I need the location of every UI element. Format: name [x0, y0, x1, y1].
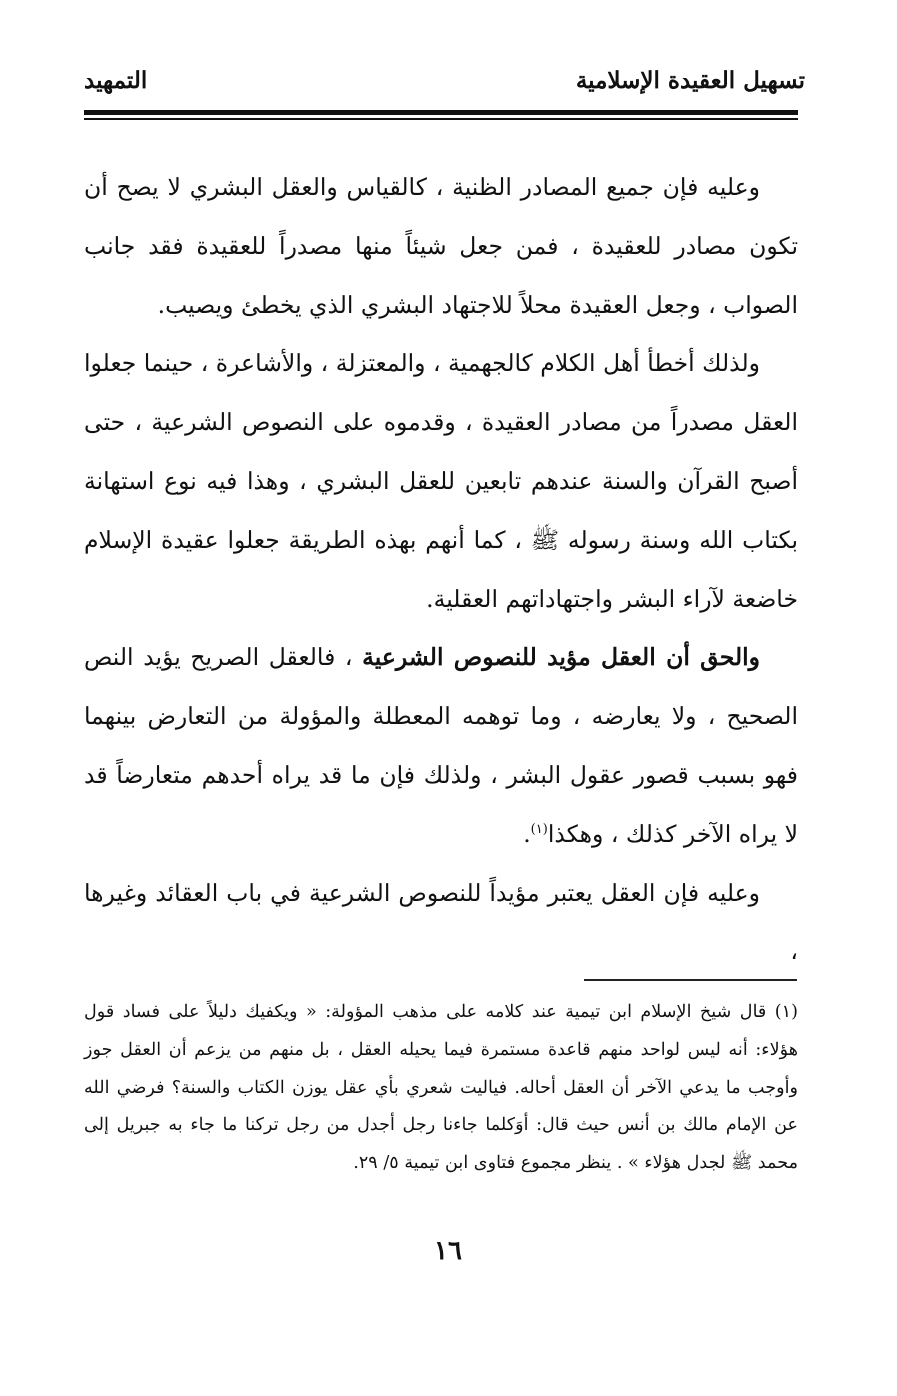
paragraph-3 [84, 628, 798, 863]
header-rule-thin [84, 118, 798, 120]
main-text [84, 158, 798, 981]
running-header-section: التمهيد [84, 67, 148, 94]
footnote [84, 994, 798, 1183]
footnote-text: (١) قال شيخ الإسلام ابن تيمية عند كلامه على مذهب المؤولة: « ويكفيك دليلاً على فساد قول هؤلاء: أنه ليس لواحد منهم قاعدة مستمرة فيما يحيله العقل ، بل منهم من يزعم أن العقل جوز وأوجب ما يدعي الآخر أن العقل أحاله. فياليت شعري بأي عقل يوزن الكتاب والسنة؟ فرضي الله عن الإمام مالك بن أنس حيث قال: أوَكلما جاءنا رجل أجدل من رجل تركنا ما جاء به جبريل إلى محمد ﷺ لجدل هؤلاء » . ينظر مجموع فتاوى ابن تيمية ٥/ ٢٩. [84, 1002, 798, 1174]
paragraph-3-end: . [523, 819, 531, 848]
footnote-separator [584, 979, 797, 981]
page-number: ١٦ [434, 1236, 462, 1266]
footnote-reference[interactable]: (١) [530, 821, 548, 837]
paragraph-3-bold-lead: والحق أن العقل مؤيد للنصوص الشرعية [362, 643, 760, 672]
running-header-title: تسهيل العقيدة الإسلامية [575, 67, 805, 94]
header-rule-thick [84, 110, 798, 115]
paragraph-4: وعليه فإن العقل يعتبر مؤيداً للنصوص الشرعية في باب العقائد وغيرها ، [84, 878, 798, 966]
paragraph-2: ولذلك أخطأ أهل الكلام كالجهمية ، والمعتزلة ، والأشاعرة ، حينما جعلوا العقل مصدراً من مصادر العقيدة ، وقدموه على النصوص الشرعية ، حتى أصبح القرآن والسنة عندهم تابعين للعقل البشري ، وهذا فيه نوع استهانة بكتاب الله وسنة رسوله ﷺ ، كما أنهم بهذه الطريقة جعلوا عقيدة الإسلام خاضعة لآراء البشر واجتهاداتهم العقلية. [84, 349, 798, 613]
paragraph-1: وعليه فإن جميع المصادر الظنية ، كالقياس والعقل البشري لا يصح أن تكون مصادر للعقيدة ، فمن جعل شيئاً منها مصدراً للعقيدة فقد جانب الصواب ، وجعل العقيدة محلاً للاجتهاد البشري الذي يخطئ ويصيب. [84, 173, 798, 319]
paragraph-3-text: ، فالعقل الصريح يؤيد النص الصحيح ، ولا يعارضه ، وما توهمه المعطلة والمؤولة من التعارض بينهما فهو بسبب قصور عقول البشر ، ولذلك فإن ما قد يراه أحدهم متعارضاً قد لا يراه الآخر كذلك ، وهكذا [84, 643, 798, 848]
